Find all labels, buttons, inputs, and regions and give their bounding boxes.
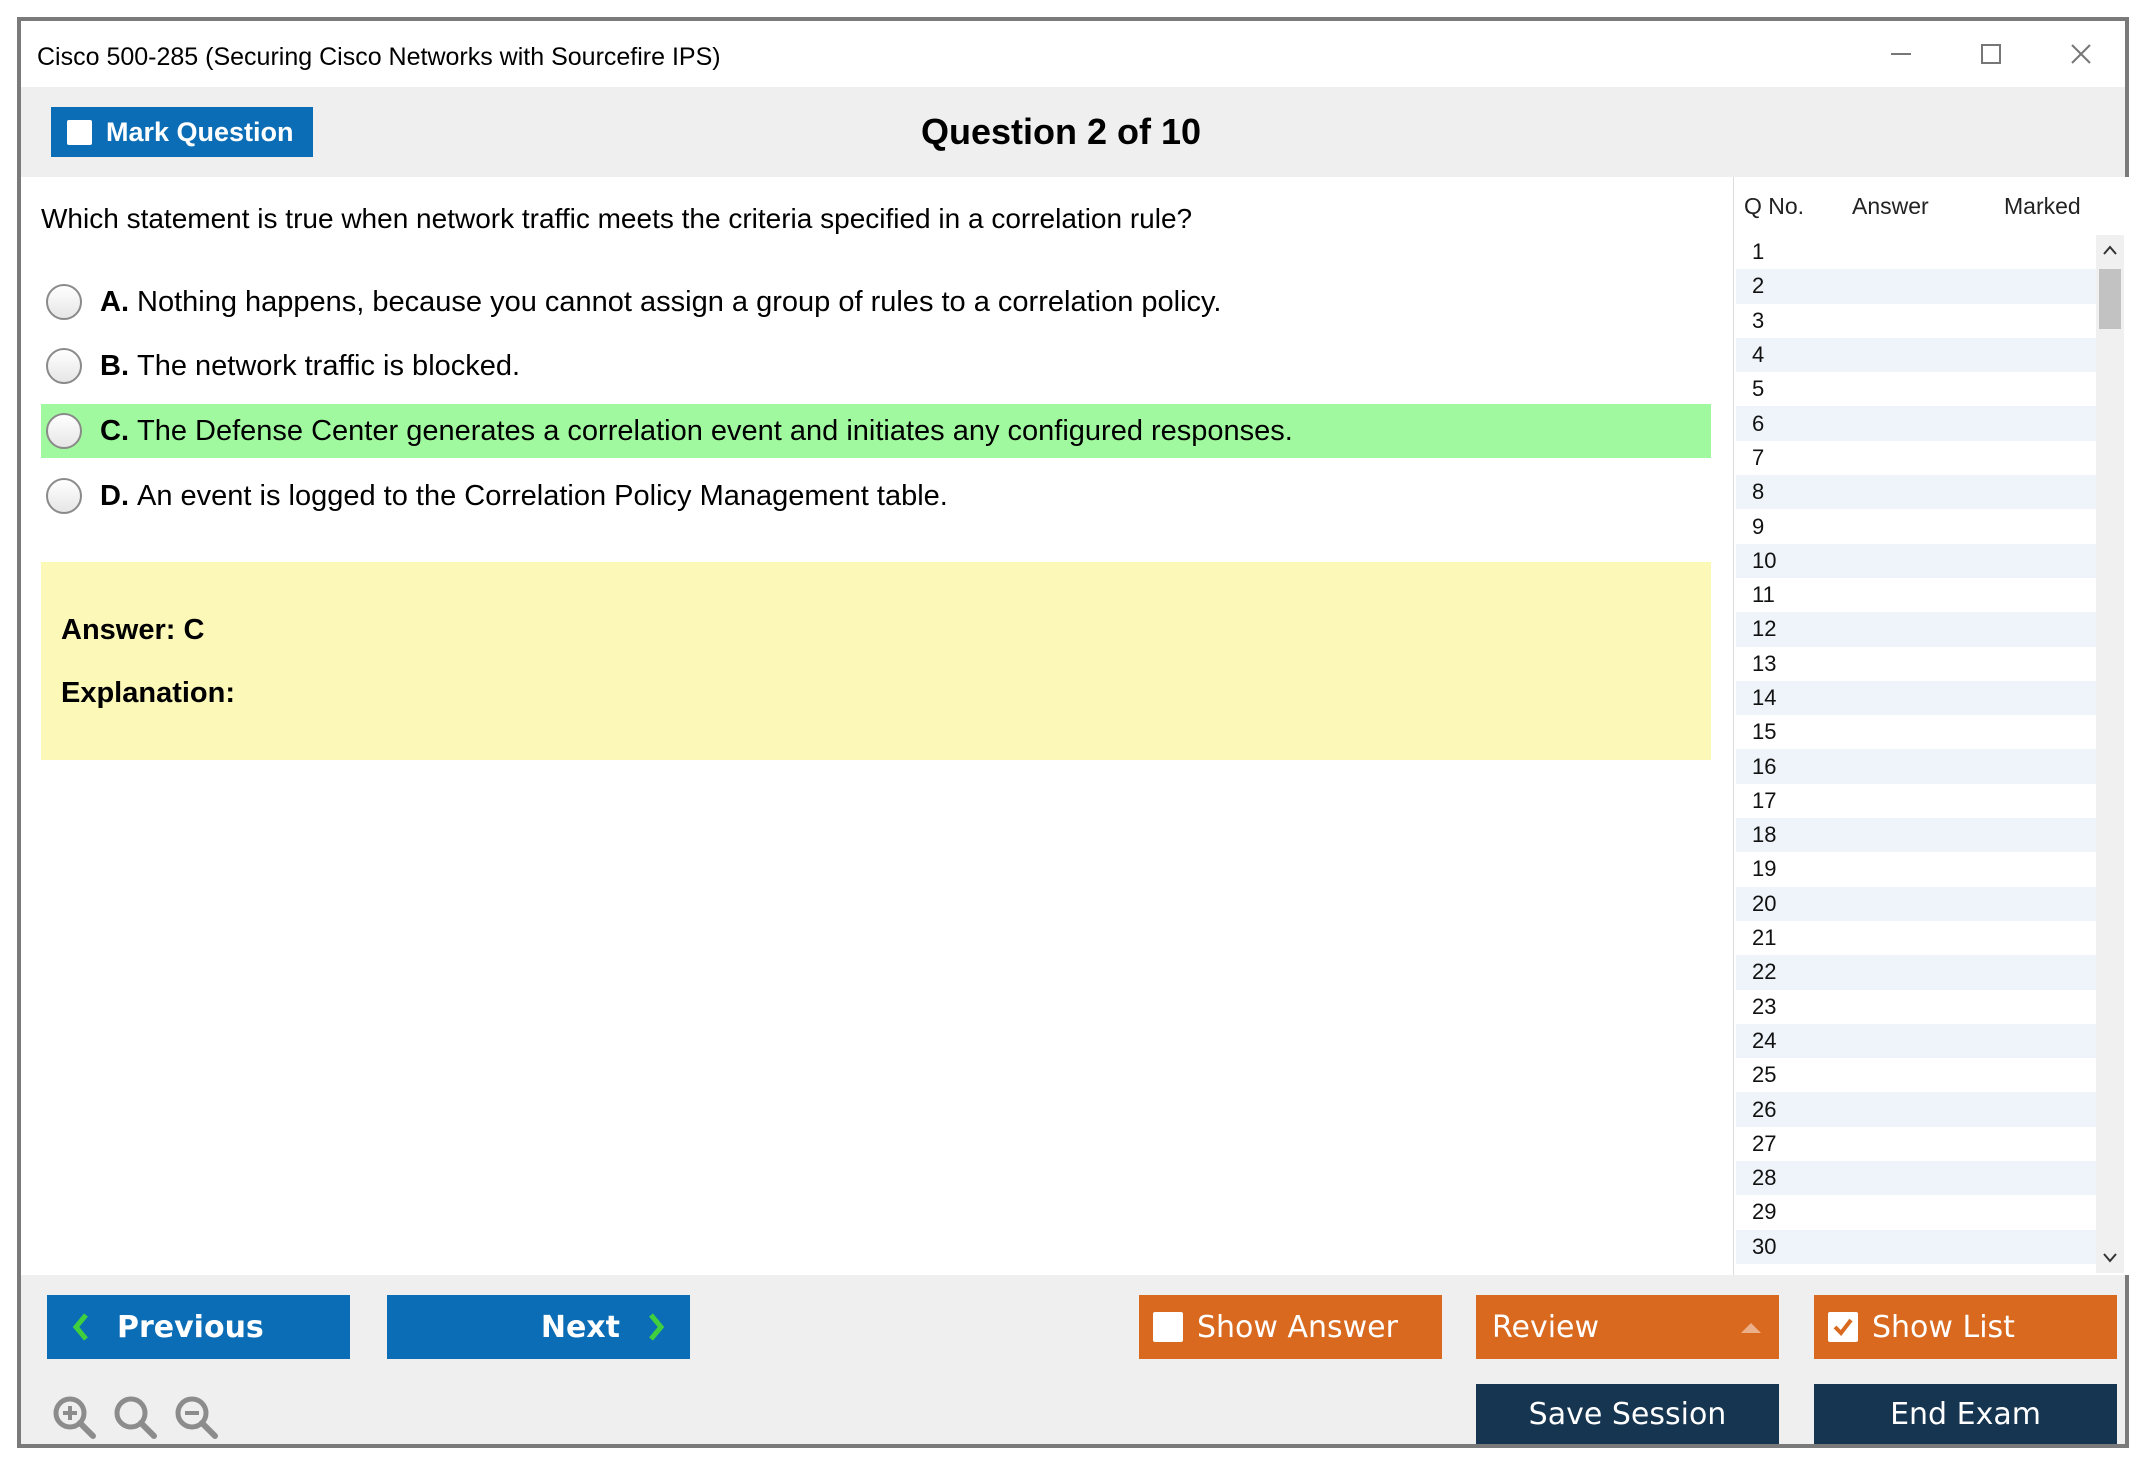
question-number: 6 (1752, 410, 1765, 436)
question-list-row[interactable] (1736, 681, 2100, 715)
chevron-right-icon (646, 1312, 666, 1342)
radio-icon[interactable] (46, 413, 82, 449)
question-number: 11 (1752, 582, 1775, 608)
question-list-row[interactable] (1736, 509, 2100, 543)
answer-label: Answer: C (61, 614, 205, 646)
question-header (21, 87, 2125, 177)
question-number: 13 (1752, 650, 1777, 676)
column-header-answer[interactable]: Answer (1852, 193, 1929, 219)
window-title: Cisco 500-285 (Securing Cisco Networks with Sourcefire IPS) (37, 43, 721, 71)
checkbox-checked-icon (1828, 1312, 1858, 1342)
question-number: 18 (1752, 822, 1777, 848)
question-number: 15 (1752, 719, 1777, 745)
question-list-row[interactable] (1736, 612, 2100, 646)
question-list-panel (1733, 177, 2130, 1275)
question-list-row[interactable] (1736, 990, 2100, 1024)
question-list-row[interactable] (1736, 647, 2100, 681)
zoom-reset-icon[interactable] (112, 1394, 158, 1440)
maximize-button[interactable] (1966, 31, 2016, 77)
option-d[interactable] (41, 469, 1711, 523)
checkbox-icon (1153, 1312, 1183, 1342)
show-answer-label: Show Answer (1197, 1309, 1398, 1345)
question-list-row[interactable] (1736, 304, 2100, 338)
end-exam-button[interactable] (1814, 1384, 2117, 1444)
question-list-row[interactable] (1736, 1127, 2100, 1161)
question-list-row[interactable] (1736, 818, 2100, 852)
option-text: An event is logged to the Correlation Policy Management table. (137, 479, 948, 512)
save-session-label: Save Session (1528, 1396, 1727, 1432)
question-list-row[interactable] (1736, 578, 2100, 612)
question-list-row[interactable] (1736, 921, 2100, 955)
scroll-up-icon[interactable] (2102, 243, 2118, 257)
question-list-row[interactable] (1736, 784, 2100, 818)
question-number: 1 (1752, 239, 1765, 265)
question-list-row[interactable] (1736, 372, 2100, 406)
option-letter: C. (100, 414, 129, 447)
maximize-icon (1979, 42, 2003, 66)
zoom-out-icon[interactable] (173, 1394, 219, 1440)
option-letter: A. (100, 285, 129, 318)
question-number: 25 (1752, 1062, 1777, 1088)
question-list-row[interactable] (1736, 269, 2100, 303)
question-number: 3 (1752, 307, 1765, 333)
question-number: 21 (1752, 925, 1777, 951)
question-number: 7 (1752, 444, 1765, 470)
answer-panel (41, 562, 1711, 760)
footer-toolbar (21, 1275, 2125, 1444)
next-button[interactable] (387, 1295, 690, 1359)
question-list-row[interactable] (1736, 544, 2100, 578)
explanation-label: Explanation: (61, 677, 236, 709)
question-number: 14 (1752, 685, 1777, 710)
option-letter: D. (100, 479, 129, 512)
close-button[interactable] (2056, 31, 2106, 77)
question-list-row[interactable] (1736, 475, 2100, 509)
question-list-row[interactable] (1736, 715, 2100, 749)
question-list (1736, 235, 2100, 1275)
question-text: Which statement is true when network traffic meets the criteria specified in a correlation rule? (41, 203, 1193, 234)
column-header-marked[interactable]: Marked (2004, 193, 2081, 219)
option-b[interactable] (41, 339, 1711, 393)
question-list-row[interactable] (1736, 852, 2100, 886)
option-a[interactable] (41, 275, 1711, 329)
question-list-row[interactable] (1736, 406, 2100, 440)
question-list-row[interactable] (1736, 1024, 2100, 1058)
question-number: 12 (1752, 616, 1777, 642)
question-number: 28 (1752, 1165, 1777, 1191)
scrollbar-thumb[interactable] (2099, 269, 2121, 329)
column-header-qno[interactable]: Q No. (1744, 193, 1805, 219)
radio-icon[interactable] (46, 478, 82, 514)
question-number: 20 (1752, 890, 1777, 916)
question-number: 4 (1752, 342, 1765, 368)
option-c[interactable] (41, 404, 1711, 458)
question-number: 24 (1752, 1027, 1777, 1053)
question-list-row[interactable] (1736, 1058, 2100, 1092)
question-list-row[interactable] (1736, 1161, 2100, 1195)
scroll-down-icon[interactable] (2102, 1251, 2118, 1265)
end-exam-label: End Exam (1890, 1396, 2041, 1432)
checkbox-icon (67, 120, 92, 145)
zoom-in-icon[interactable] (51, 1394, 97, 1440)
review-dropdown[interactable] (1476, 1295, 1779, 1359)
question-number: 27 (1752, 1130, 1777, 1156)
previous-button[interactable] (47, 1295, 350, 1359)
question-number: 16 (1752, 753, 1777, 779)
question-list-row[interactable] (1736, 887, 2100, 921)
question-number: 10 (1752, 547, 1777, 573)
question-number: 9 (1752, 513, 1765, 539)
question-number: 8 (1752, 479, 1765, 505)
close-icon (2069, 42, 2093, 66)
mark-question-label: Mark Question (106, 116, 294, 147)
option-text: The Defense Center generates a correlation event and initiates any configured responses. (137, 414, 1293, 447)
question-number: 30 (1752, 1233, 1777, 1259)
show-list-button[interactable] (1814, 1295, 2117, 1359)
question-list-row[interactable] (1736, 955, 2100, 989)
minimize-button[interactable] (1876, 31, 1926, 77)
question-list-header (1734, 177, 2130, 232)
option-text: Nothing happens, because you cannot assign a group of rules to a correlation policy. (137, 285, 1222, 318)
question-counter: Question 2 of 10 (921, 111, 1202, 152)
question-number: 23 (1752, 993, 1777, 1019)
question-number: 19 (1752, 856, 1777, 882)
show-list-label: Show List (1872, 1309, 2015, 1345)
radio-icon[interactable] (46, 348, 82, 384)
question-list-row[interactable] (1736, 441, 2100, 475)
minimize-icon (1889, 42, 1913, 66)
question-list-row[interactable] (1736, 1230, 2100, 1264)
question-number: 17 (1752, 787, 1777, 813)
review-label: Review (1492, 1309, 1600, 1345)
question-list-row[interactable] (1736, 338, 2100, 372)
caret-up-icon (1741, 1321, 1761, 1333)
question-list-row[interactable] (1736, 1092, 2100, 1126)
option-letter: B. (100, 349, 129, 382)
question-number: 5 (1752, 376, 1765, 402)
title-bar (21, 21, 2125, 87)
radio-icon[interactable] (46, 284, 82, 320)
question-number: 2 (1752, 273, 1765, 299)
app-window (17, 17, 2129, 1448)
question-number: 26 (1752, 1096, 1777, 1122)
option-text: The network traffic is blocked. (137, 349, 521, 382)
question-list-row[interactable] (1736, 235, 2100, 269)
question-list-row[interactable] (1736, 1195, 2100, 1229)
scrollbar[interactable] (2096, 235, 2124, 1273)
previous-label: Previous (117, 1309, 264, 1345)
show-answer-button[interactable] (1139, 1295, 1442, 1359)
question-number: 29 (1752, 1199, 1777, 1225)
mark-question-button[interactable] (51, 107, 313, 157)
question-list-row[interactable] (1736, 749, 2100, 783)
save-session-button[interactable] (1476, 1384, 1779, 1444)
chevron-left-icon (71, 1312, 91, 1342)
next-label: Next (540, 1309, 620, 1345)
question-number: 22 (1752, 959, 1777, 985)
